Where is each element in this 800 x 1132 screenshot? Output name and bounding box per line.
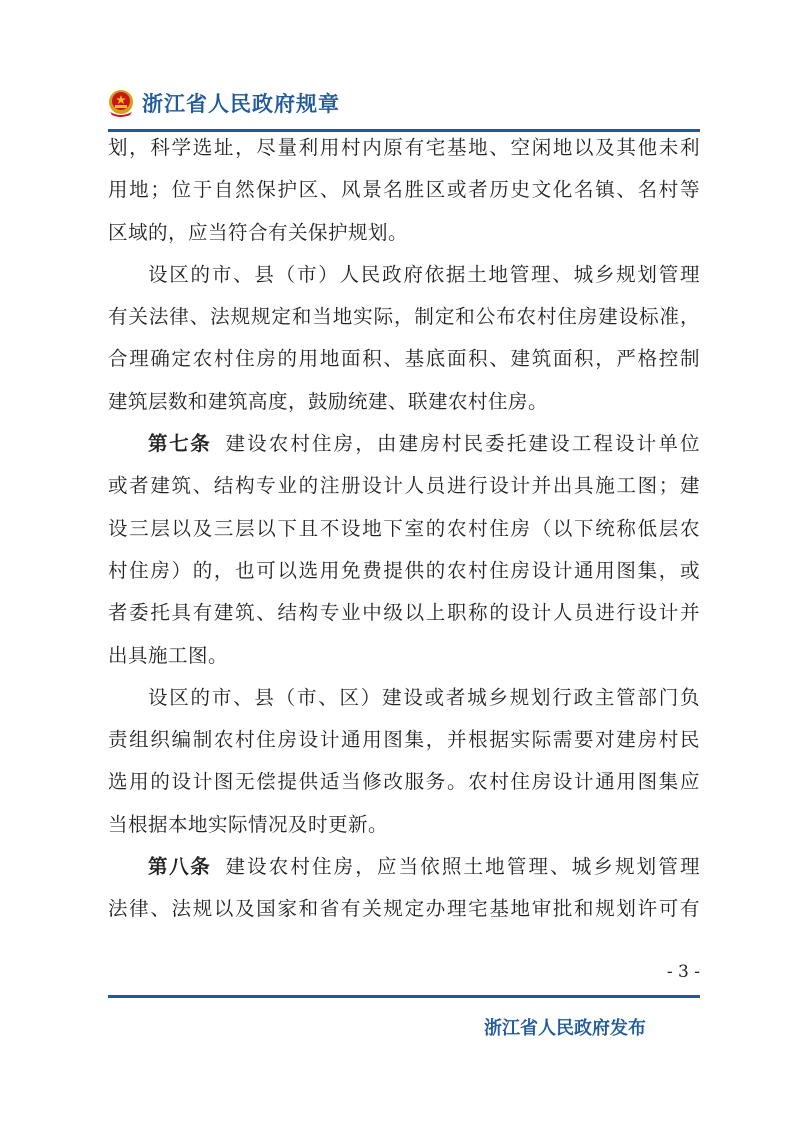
text-line (108, 169, 700, 211)
line-text: 建筑层数和建筑高度，鼓励统建、联建农村住房。 (108, 389, 549, 413)
text-line (108, 127, 700, 169)
text-line (108, 254, 700, 296)
footer-divider (108, 995, 700, 998)
text-line (108, 550, 700, 592)
national-emblem-icon (106, 88, 136, 118)
line-text: 者委托具有建筑、结构专业中级以上职称的设计人员进行设计并 (108, 601, 700, 625)
line-text: 或者建筑、结构专业的注册设计人员进行设计并出具施工图；建 (108, 474, 700, 498)
text-line (108, 381, 700, 423)
line-text: 设区的市、县（市）人民政府依据土地管理、城乡规划管理 (148, 262, 700, 286)
line-text: 法律、法规以及国家和省有关规定办理宅基地审批和规划许可有 (108, 897, 700, 921)
page-number: - 3 - (666, 962, 700, 982)
line-text: 选用的设计图无偿提供适当修改服务。农村住房设计通用图集应 (108, 770, 700, 794)
document-title: 浙江省人民政府规章 (142, 92, 340, 116)
text-line (108, 212, 700, 254)
text-line (108, 804, 700, 846)
article-heading: 第七条 (148, 432, 212, 456)
line-text: 设三层以及三层以下且不设地下室的农村住房（以下统称低层农 (108, 516, 700, 540)
line-text: 建设农村住房，应当依照土地管理、城乡规划管理 (225, 855, 700, 879)
text-line (108, 296, 700, 338)
line-text: 用地；位于自然保护区、风景名胜区或者历史文化名镇、名村等 (108, 178, 700, 202)
footer-publisher: 浙江省人民政府发布 (484, 1018, 646, 1039)
text-line (108, 888, 700, 930)
text-line (108, 635, 700, 677)
line-text: 合理确定农村住房的用地面积、基底面积、建筑面积，严格控制 (108, 347, 700, 371)
line-text: 村住房）的，也可以选用免费提供的农村住房设计通用图集，或 (108, 558, 700, 582)
text-line (108, 338, 700, 380)
line-text: 划，科学选址，尽量利用村内原有宅基地、空闲地以及其他未利 (108, 136, 700, 159)
line-text: 区域的，应当符合有关保护规划。 (108, 220, 409, 244)
line-text: 出具施工图。 (108, 643, 229, 667)
text-line (108, 761, 700, 803)
line-text: 有关法律、法规规定和当地实际，制定和公布农村住房建设标准， (108, 305, 700, 329)
text-line (108, 677, 700, 719)
article-heading: 第八条 (148, 855, 212, 879)
document-header (106, 86, 340, 120)
text-line (108, 719, 700, 761)
line-text: 责组织编制农村住房设计通用图集，并根据实际需要对建房村民 (108, 728, 700, 752)
line-text: 建设农村住房，由建房村民委托建设工程设计单位 (225, 432, 700, 456)
document-body (108, 127, 700, 931)
text-line (108, 592, 700, 634)
text-line (108, 423, 700, 465)
line-text: 当根据本地实际情况及时更新。 (108, 812, 389, 836)
text-line (108, 508, 700, 550)
text-line (108, 465, 700, 507)
text-line (108, 846, 700, 888)
line-text: 设区的市、县（市、区）建设或者城乡规划行政主管部门负 (148, 685, 700, 709)
